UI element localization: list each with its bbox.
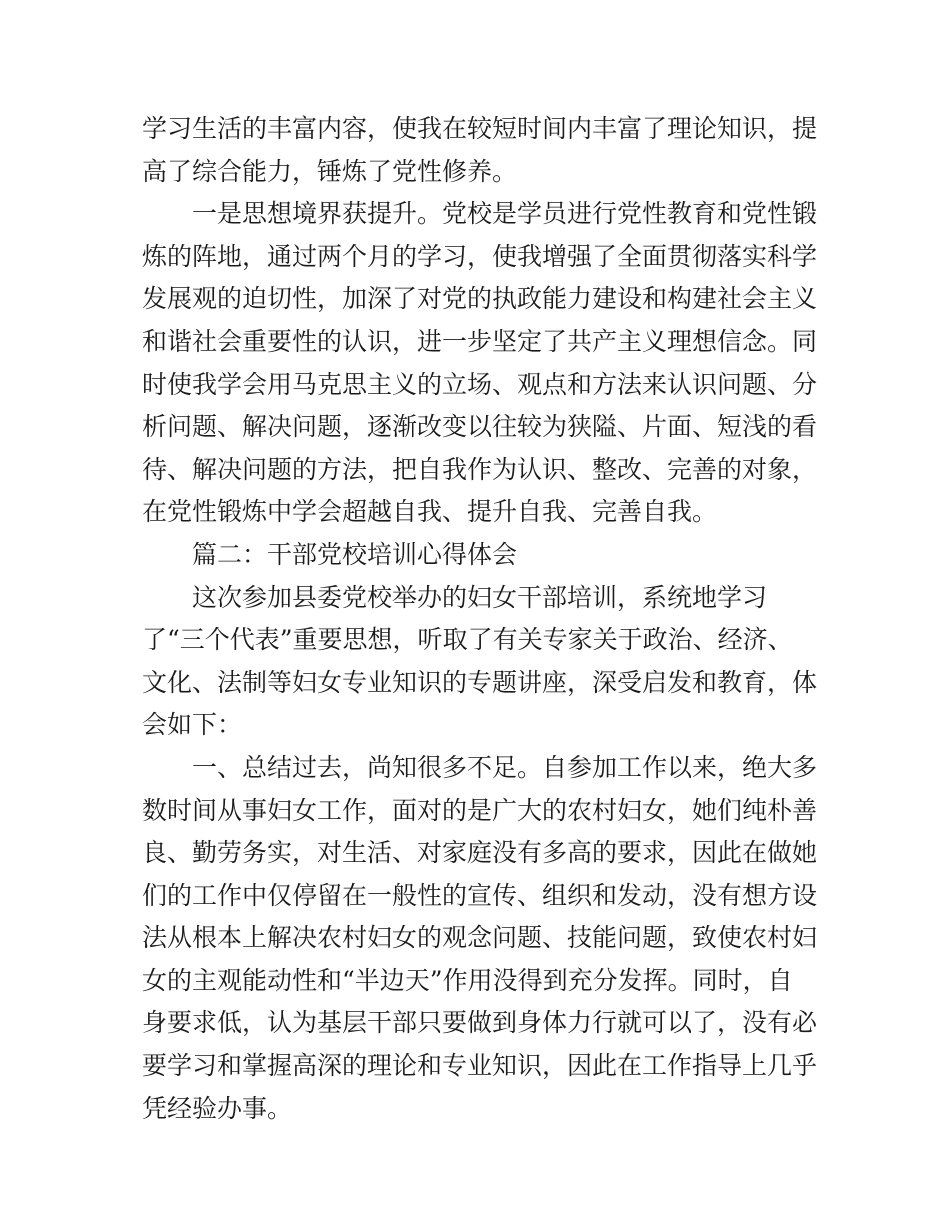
text-line: 篇二：干部党校培训心得体会 xyxy=(192,539,518,569)
text-line: 一、总结过去，尚知很多不足。自参加工作以来，绝大多 xyxy=(192,752,818,782)
text-line: 数时间从事妇女工作，面对的是广大的农村妇女，她们纯朴善 xyxy=(142,795,818,825)
text-line: 待、解决问题的方法，把自我作为认识、整改、完善的对象， xyxy=(142,454,818,484)
text-line: 身要求低，认为基层干部只要做到身体力行就可以了，没有必 xyxy=(142,1008,818,1038)
text-line: 文化、法制等妇女专业知识的专题讲座，深受启发和教育，体 xyxy=(142,667,818,697)
text-line: 良、勤劳务实，对生活、对家庭没有多高的要求，因此在做她 xyxy=(142,838,818,868)
text-line: 法从根本上解决农村妇女的观念问题、技能问题，致使农村妇 xyxy=(142,923,818,953)
document-body xyxy=(142,108,818,1130)
text-line: 高了综合能力，锤炼了党性修养。 xyxy=(142,156,518,186)
text-line: 要学习和掌握高深的理论和专业知识，因此在工作指导上几乎 xyxy=(142,1051,818,1081)
text-line: 女的主观能动性和“半边天”作用没得到充分发挥。同时，自 xyxy=(142,965,793,995)
text-line: 时使我学会用马克思主义的立场、观点和方法来认识问题、分 xyxy=(142,369,818,399)
text-line: 一是思想境界获提升。党校是学员进行党性教育和党性锻 xyxy=(192,199,818,229)
text-line: 了“三个代表”重要思想，听取了有关专家关于政治、经济、 xyxy=(142,625,793,655)
text-line: 凭经验办事。 xyxy=(142,1093,293,1123)
text-line: 炼的阵地，通过两个月的学习，使我增强了全面贯彻落实科学 xyxy=(142,241,818,271)
text-line: 会如下： xyxy=(142,710,243,740)
text-line: 发展观的迫切性，加深了对党的执政能力建设和构建社会主义 xyxy=(142,284,818,314)
text-line: 和谐社会重要性的认识，进一步坚定了共产主义理想信念。同 xyxy=(142,326,818,356)
text-line: 学习生活的丰富内容，使我在较短时间内丰富了理论知识，提 xyxy=(142,114,818,143)
text-line: 在党性锻炼中学会超越自我、提升自我、完善自我。 xyxy=(142,497,718,527)
text-line: 这次参加县委党校举办的妇女干部培训，系统地学习 xyxy=(192,582,768,612)
text-line: 们的工作中仅停留在一般性的宣传、组织和发动，没有想方设 xyxy=(142,880,818,910)
text-line: 析问题、解决问题，逐渐改变以往较为狭隘、片面、短浅的看 xyxy=(142,412,818,442)
